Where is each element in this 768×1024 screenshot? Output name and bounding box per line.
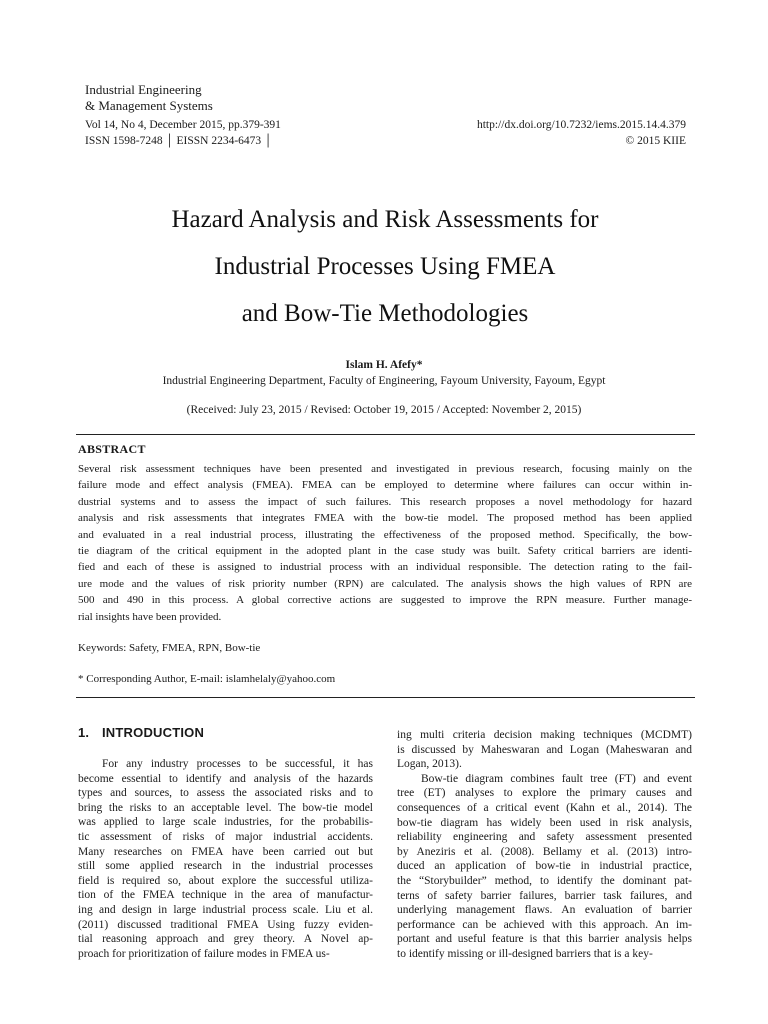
body-column-left xyxy=(78,757,373,961)
abstract-line: fied and each of these is assigned to industrial process with an individual responsible. The detection rating to the fail- xyxy=(78,561,692,574)
journal-name xyxy=(85,82,213,114)
text-line: the “Storybuilder” method, to identify the dominant pat- xyxy=(397,874,692,887)
abstract-heading: ABSTRACT xyxy=(78,442,146,456)
abstract-line: tie diagram of the critical equipment in the adopted plant in the case study was built. Safety critical barriers are identi- xyxy=(78,545,692,558)
abstract-line: rial insights have been provided. xyxy=(78,610,222,623)
text-line: ing and design in large industrial process scale. Liu et al. xyxy=(78,903,373,916)
section-title: INTRODUCTION xyxy=(102,725,205,740)
abstract-line: analysis and risk assessments that integrates FMEA with the bow-tie model. The proposed method has been applied xyxy=(78,512,692,525)
section-heading xyxy=(78,725,204,740)
volume-info: Vol 14, No 4, December 2015, pp.379-391 xyxy=(85,119,281,131)
abstract-line: 500 and 490 in this process. A global corrective actions are suggested to improve the RPN measure. Further manage- xyxy=(78,594,692,607)
abstract-line: ure mode and the values of risk priority number (RPN) are calculated. The analysis shows the high values of RPN are xyxy=(78,577,692,590)
text-line: proach for prioritization of failure modes in FMEA us- xyxy=(78,947,330,960)
text-line: Logan, 2013). xyxy=(397,758,462,771)
text-line: tree (ET) analyses to explore the primary causes and xyxy=(397,787,692,800)
text-line: is discussed by Maheswaran and Logan (Maheswaran and xyxy=(397,743,692,756)
title-line: Industrial Processes Using FMEA xyxy=(214,253,556,280)
text-line: types and sources, to assess the associated risks and to xyxy=(78,787,373,800)
text-line: bow-tie diagram has widely been used in risk analysis, xyxy=(397,816,692,829)
publication-links xyxy=(477,117,686,149)
text-line: terns of safety barrier failures, barrier task failures, and xyxy=(397,889,692,902)
abstract-top-rule xyxy=(76,434,695,435)
text-line: bring the risks to an acceptable level. The bow-tie model xyxy=(78,801,373,814)
text-line: duced an application of bow-tie in industrial practice, xyxy=(397,860,692,873)
abstract-bottom-rule xyxy=(76,697,695,698)
author-name: Islam H. Afefy* xyxy=(345,359,423,371)
author-affiliation: Industrial Engineering Department, Faculty of Engineering, Fayoum University, Fayoum, Egypt xyxy=(162,375,606,387)
body-column-right xyxy=(397,728,692,962)
text-line: Bow-tie diagram combines fault tree (FT) and event xyxy=(421,772,692,785)
text-line: to identify missing or ill-designed barriers that is a key- xyxy=(397,947,653,960)
text-line: portant and useful feature is that this barrier analysis helps xyxy=(397,933,692,946)
abstract-line: and evaluated in a real industrial process, illustrating the effectiveness of the proposed method. Specifically, the bow- xyxy=(78,528,692,541)
title-line: Hazard Analysis and Risk Assessments for xyxy=(171,206,599,233)
text-line: tial reasoning approach and grey theory. A Novel ap- xyxy=(78,933,373,946)
journal-name-line1: Industrial Engineering xyxy=(85,82,202,97)
text-line: reliability engineering and safety assessment presented xyxy=(397,831,692,844)
text-line: ing multi criteria decision making techniques (MCDMT) xyxy=(397,729,692,741)
text-line: consequences of a critical event (Kahn et al., 2014). The xyxy=(397,801,692,814)
text-line: was applied to large scale industries, for the probabilis- xyxy=(78,816,373,829)
abstract-line: Several risk assessment techniques have been presented and investigated in previous research, focusing mainly on the xyxy=(78,463,692,475)
text-line: tic assessment of risks of major industrial accidents. xyxy=(78,830,373,843)
text-line: field is required so, about explore the successful utiliza- xyxy=(78,874,373,887)
issn-info: ISSN 1598-7248 │ EISSN 2234-6473 │ xyxy=(85,135,273,147)
text-line: For any industry processes to be successful, it has xyxy=(102,758,373,770)
copyright-notice: © 2015 KIIE xyxy=(625,135,686,147)
corresponding-author: * Corresponding Author, E-mail: islamhelaly@yahoo.com xyxy=(78,673,336,685)
paper-title xyxy=(60,196,710,337)
section-number: 1. xyxy=(78,725,90,740)
abstract-line: failure mode and effect analysis (FMEA). FMEA can be employed to determine where failures can occur within in- xyxy=(78,479,692,492)
journal-name-line2: & Management Systems xyxy=(85,98,213,113)
text-line: still some applied research in the industrial processes xyxy=(78,860,373,873)
text-line: Many researches on FMEA have been carried out but xyxy=(78,845,373,858)
doi-link[interactable]: http://dx.doi.org/10.7232/iems.2015.14.4.379 xyxy=(476,119,686,131)
abstract-line: dustrial systems and to assess the impact of such failures. This research proposes a novel methodology for hazard xyxy=(78,495,692,508)
title-line: and Bow-Tie Methodologies xyxy=(241,300,529,327)
abstract-body xyxy=(78,461,692,625)
text-line: (2011) discussed traditional FMEA Using fuzzy eviden- xyxy=(78,918,373,931)
text-line: tion of the FMEA technique in the area of manufactur- xyxy=(78,889,373,902)
keywords: Keywords: Safety, FMEA, RPN, Bow-tie xyxy=(78,642,261,654)
publication-info xyxy=(85,117,281,149)
text-line: become essential to identify and analysis of the hazards xyxy=(78,772,373,785)
submission-dates: (Received: July 23, 2015 / Revised: October 19, 2015 / Accepted: November 2, 2015) xyxy=(186,404,582,416)
text-line: underlying management flaws. An evaluation of barrier xyxy=(397,904,692,917)
text-line: performance can be achieved with this approach. An im- xyxy=(397,918,692,931)
text-line: by Aneziris et al. (2008). Bellamy et al. (2013) intro- xyxy=(397,845,692,858)
